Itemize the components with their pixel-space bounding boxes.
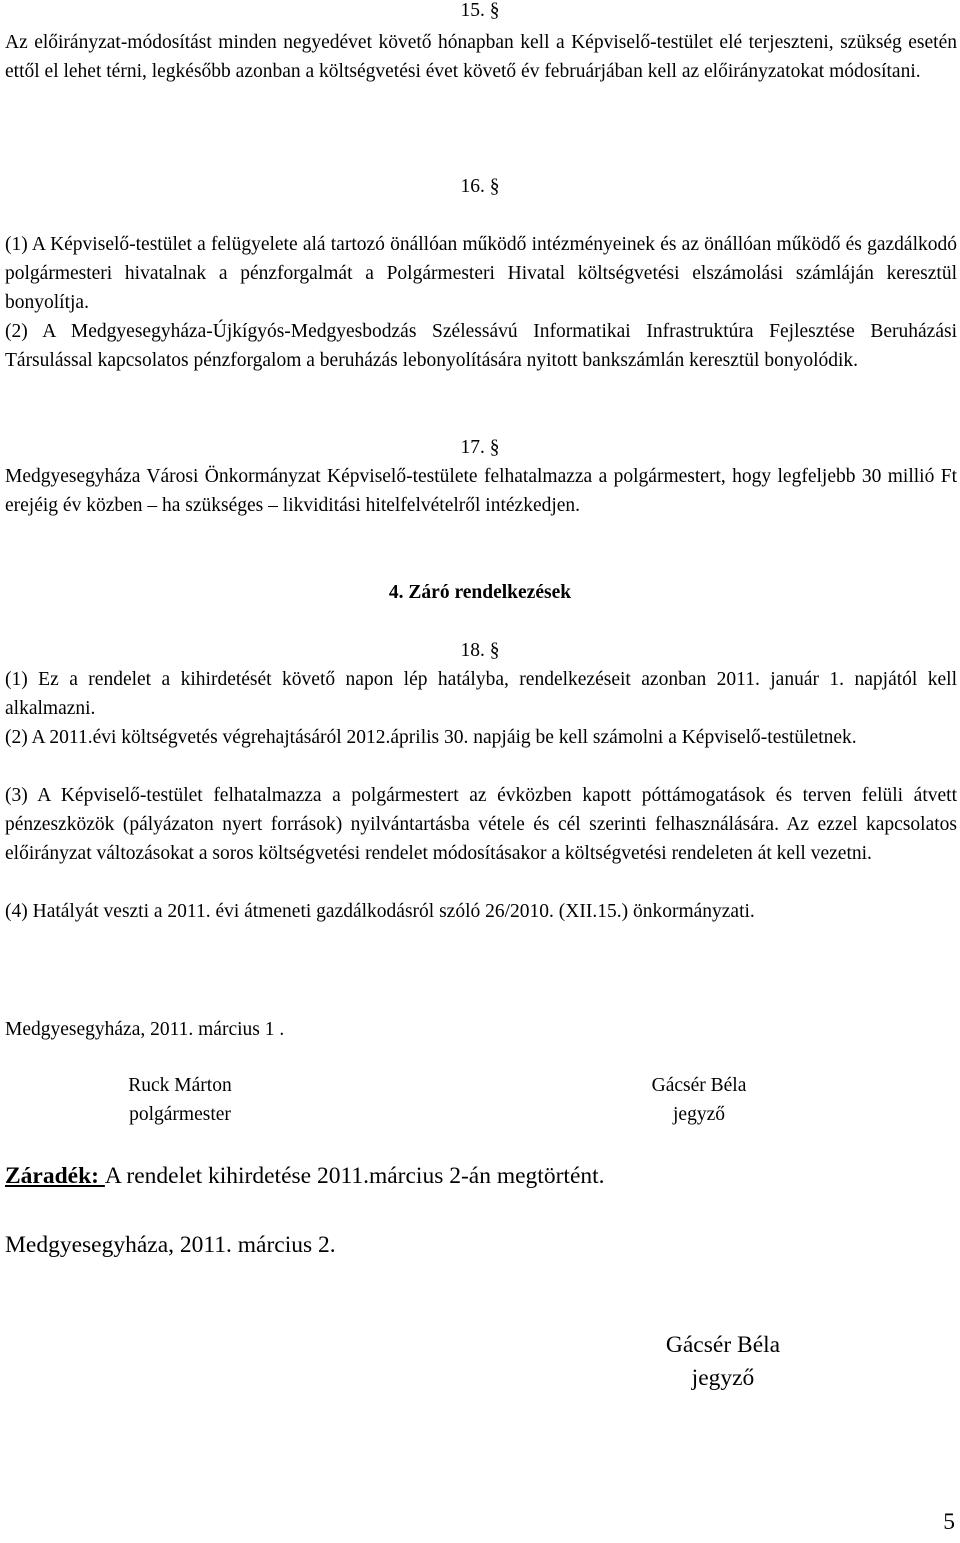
signature-left-title: polgármester — [129, 1104, 231, 1125]
clause-text: A rendelet kihirdetése 2011.március 2-án megtörtént. — [104, 1163, 605, 1189]
section-18-heading: 18. § — [460, 640, 500, 661]
signature-left-name: Ruck Márton — [128, 1075, 232, 1096]
signature-right — [579, 1071, 819, 1129]
place-date: Medgyesegyháza, 2011. március 1 . — [5, 1019, 285, 1040]
signature-left — [60, 1071, 300, 1129]
section-18-paragraph-2: (2) A 2011.évi költségvetés végrehajtásáról 2012.április 30. napjáig be kell számolni a Képviselő-testületnek. — [5, 727, 857, 748]
final-signature-name: Gácsér Béla — [665, 1332, 781, 1358]
section-16-paragraph-1: (1) A Képviselő-testület a felügyelete alá tartozó önállóan működő intézményeinek és az önállóan működő és gazdálkodó polgármesteri hivatalnak a pénzforgalmát a Polgármesteri Hivatal költségvetési elszámolási számláján keresztül bonyolítja. — [5, 234, 957, 313]
section-18-paragraph-4: (4) Hatályát veszti a 2011. évi átmeneti gazdálkodásról szóló 26/2010. (XII.15.) önkormányzati. — [5, 901, 755, 922]
section-16-heading: 16. § — [460, 176, 500, 197]
clause-label: Záradék: — [5, 1163, 105, 1189]
chapter-4-title: 4. Záró rendelkezések — [388, 582, 572, 603]
section-17-text: Medgyesegyháza Városi Önkormányzat Képviselő-testülete felhatalmazza a polgármestert, hogy legfeljebb 30 millió Ft erejéig év közben – ha szükséges – likviditási hitelfelvételről intézkedjen. — [5, 466, 957, 516]
section-18-paragraph-3: (3) A Képviselő-testület felhatalmazza a polgármestert az évközben kapott póttámogatások és terven felüli átvett pénzeszközök (pályázaton nyert források) nyilvántartásba vétele és cél szerinti felhasználására. Az ezzel kapcsolatos előirányzat változásokat a soros költségvetési rendelet módosításakor a költségvetési rendeleten át kell vezetni. — [5, 785, 957, 864]
section-15-heading: 15. § — [460, 0, 500, 21]
section-16-paragraph-2: (2) A Medgyesegyháza-Újkígyós-Medgyesbodzás Szélessávú Informatikai Infrastruktúra Fejlesztése Beruházási Társulással kapcsolatos pénzforgalom a beruházás lebonyolítására nyitott bankszámlán keresztül bonyolódik. — [5, 321, 957, 371]
clause — [5, 1160, 605, 1192]
section-17-heading: 17. § — [460, 437, 500, 458]
clause-place-date: Medgyesegyháza, 2011. március 2. — [5, 1232, 336, 1258]
signature-right-name: Gácsér Béla — [651, 1075, 747, 1096]
final-signature-title: jegyző — [691, 1365, 755, 1391]
page-number: 5 — [943, 1509, 955, 1535]
section-18-paragraph-1: (1) Ez a rendelet a kihirdetését követő napon lép hatályba, rendelkezéseit azonban 2011. január 1. napjától kell alkalmazni. — [5, 669, 957, 719]
signature-right-title: jegyző — [673, 1104, 725, 1125]
final-signature — [613, 1329, 833, 1395]
section-15-text: Az előirányzat-módosítást minden negyedévet követő hónapban kell a Képviselő-testület elé terjeszteni, szükség esetén ettől el lehet térni, legkésőbb azonban a költségvetési évet követő év februárjában kell az előirányzatokat módosítani. — [5, 32, 957, 82]
